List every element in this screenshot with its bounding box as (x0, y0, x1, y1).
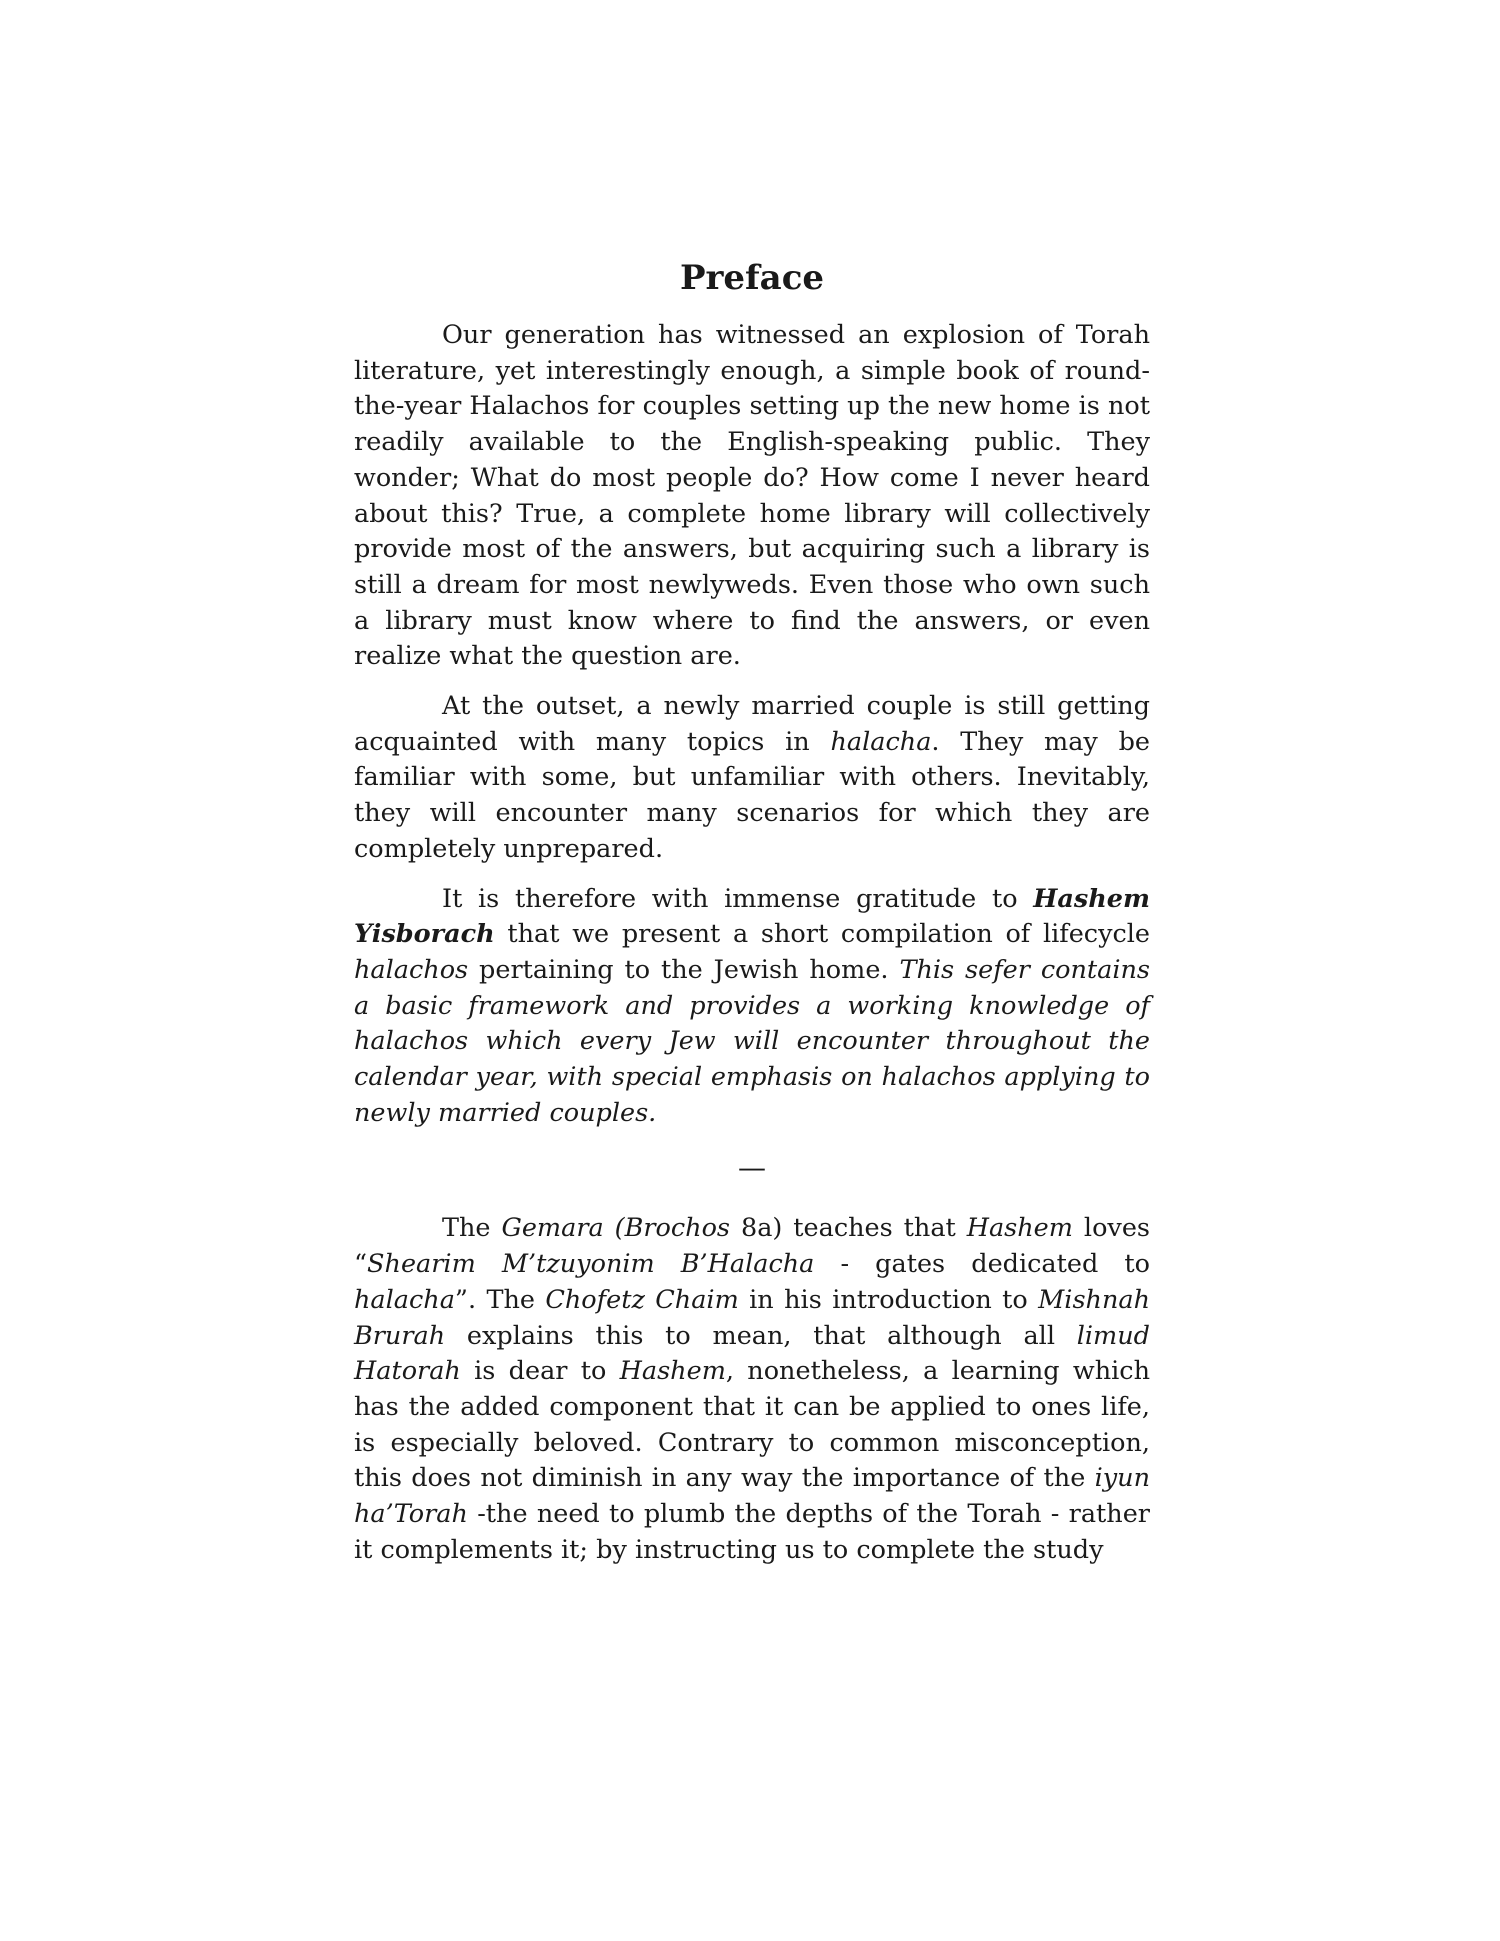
text-segment: halachos (354, 954, 469, 985)
text-segment: in his introduction to (738, 1284, 1039, 1315)
text-segment: Mishnah Brurah (354, 1284, 1150, 1351)
text-segment: -the need to plumb the depths of the Torah - rather it complements it; by instructing us to complete the study (354, 1499, 1150, 1565)
paragraph-3 (354, 882, 1150, 1132)
text-segment: Shearim M’tzuyonim B’Halacha (367, 1249, 815, 1280)
paragraph-2 (354, 689, 1150, 868)
text-segment: halacha (354, 1284, 455, 1315)
text-segment: . They may be familiar with some, but unfamiliar with others. Inevitably, they will encounter many scenarios for which they are completely unprepared. (354, 726, 1150, 864)
section-divider: — (738, 1151, 766, 1185)
text-segment: is dear to (460, 1356, 620, 1387)
text-segment: Hashem (966, 1213, 1073, 1244)
text-segment: explains this to mean, that although all (445, 1320, 1077, 1351)
text-segment: Hashem Yisborach (354, 883, 1150, 950)
text-segment: Gemara (Brochos (501, 1213, 731, 1244)
text-segment: Hashem (619, 1356, 726, 1387)
document-page (354, 252, 1150, 1583)
text-segment: - gates dedicated to (814, 1249, 1150, 1280)
text-segment: pertaining to the Jewish home. (468, 954, 900, 985)
text-segment: halacha (830, 726, 932, 757)
text-segment: that we present a short compilation of lifecycle (494, 919, 1150, 950)
text-segment: , nonetheless, a learning which has the added component that it can be applied to ones life, is especially beloved. Contrary to common misconception, this does not diminish in any way the importance of the (354, 1356, 1150, 1494)
paragraph-1 (354, 318, 1150, 675)
text-segment: Our generation has witnessed an explosion of Torah literature, yet interestingly enough, a simple book of round-the-year Halachos for couples setting up the new home is not readily available to the English-speaking public. They wonder; What do most people do? How come I never heard about this? True, a complete home library will collectively provide most of the answers, but acquiring such a library is still a dream for most newlyweds. Even those who own such a library must know where to find the answers, or even realize what the question are. (354, 320, 1150, 672)
text-segment: ”. The (454, 1284, 546, 1315)
text-segment: Chofetz Chaim (545, 1284, 739, 1315)
text-segment: This sefer contains a basic framework and provides a working knowledge of halachos which every Jew will encounter throughout the calendar year, with special emphasis on halachos applying to newly married couples. (354, 954, 1150, 1128)
text-segment: It is therefore with immense gratitude to (442, 883, 1034, 914)
text-segment: limud Hatorah (354, 1320, 1150, 1387)
text-segment: At the outset, a newly married couple is still getting acquainted with many topics in (354, 691, 1150, 757)
text-segment: loves “ (354, 1213, 1151, 1280)
text-segment: 8a) teaches that (730, 1213, 967, 1244)
paragraph-4 (354, 1211, 1150, 1568)
text-segment: iyun ha’Torah (354, 1463, 1150, 1530)
text-segment: The (442, 1213, 502, 1244)
page-title: Preface (679, 258, 825, 298)
